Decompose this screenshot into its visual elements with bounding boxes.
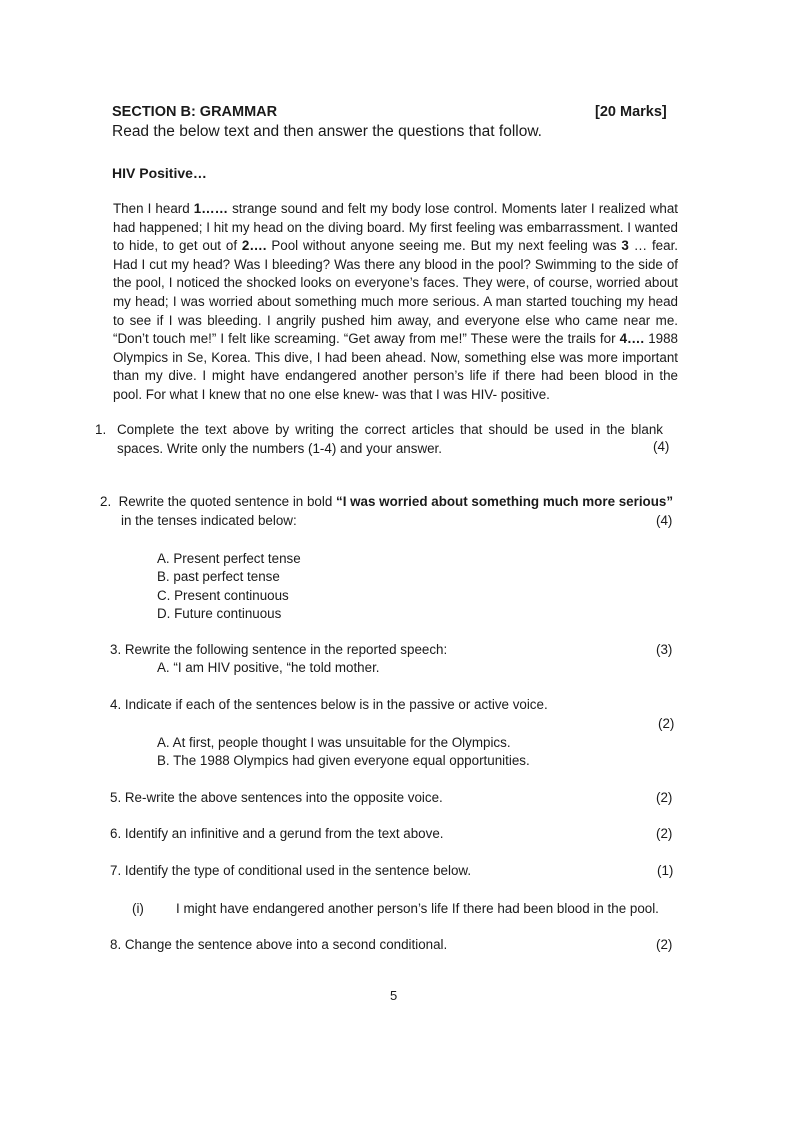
question-1-mark: (4): [653, 439, 670, 454]
passage-segment: strange sound and felt my body lose control. Moments later I realized what had happened; I hit my head on the diving board. My first feeling was embarrassment. I wanted to hide, to get out of: [113, 201, 678, 254]
section-marks: [20 Marks]: [595, 104, 667, 120]
question-2-mark: (4): [656, 513, 673, 528]
question-text: Complete the text above by writing the correct articles that should be used in the blank spaces. Write only the numbers (1-4) and your answer.: [117, 422, 663, 456]
question-4-mark: (2): [658, 716, 675, 731]
passage-segment: Pool without anyone seeing me. But my next feeling was: [266, 238, 622, 254]
passage-segment: 1988 Olympics in Se, Korea. This dive, I had been ahead. Now, something else was more important than my dive. I might have endangered another person’s life if there had been blood in the pool. For what I knew that no one else knew- was that I was HIV- positive.: [113, 331, 678, 402]
section-title: SECTION B: GRAMMAR: [112, 104, 278, 120]
question-6-mark: (2): [656, 826, 673, 841]
option-item: A. Present perfect tense: [157, 551, 301, 566]
question-5-mark: (2): [656, 790, 673, 805]
quoted-sentence: “I was worried about something much more serious”: [336, 494, 674, 509]
option-item: B. past perfect tense: [157, 569, 280, 585]
question-7-sub-label: (i): [132, 901, 144, 916]
page-number: 5: [390, 988, 398, 1003]
option-item: B. The 1988 Olympics had given everyone equal opportunities.: [157, 753, 530, 769]
blank-2: 2….: [241, 238, 267, 254]
blank-1: 1……: [193, 201, 229, 216]
passage-segment: Then I heard: [113, 201, 194, 216]
question-text: Rewrite the quoted sentence in bold: [118, 494, 336, 509]
question-8-mark: (2): [656, 937, 673, 952]
question-number: 2.: [100, 494, 112, 509]
question-7-mark: (1): [657, 863, 674, 878]
passage-title: HIV Positive…: [112, 165, 207, 181]
question-7-sub: I might have endangered another person’s life If there had been blood in the pool.: [176, 901, 659, 916]
question-7: 7. Identify the type of conditional used in the sentence below.: [110, 863, 472, 878]
question-number: 1.: [95, 422, 107, 437]
blank-3: 3: [621, 238, 629, 254]
section-instruction: Read the below text and then answer the questions that follow.: [112, 123, 542, 140]
question-4: 4. Indicate if each of the sentences below is in the passive or active voice.: [110, 697, 548, 712]
question-5: 5. Re-write the above sentences into the opposite voice.: [110, 790, 443, 805]
question-2-line1: [100, 494, 673, 509]
passage-segment: … fear. Had I cut my head? Was I bleeding? Was there any blood in the pool? Swimming to the side of the pool, I noticed the shocked looks on everyone’s faces. They were, of course, worried about my head; I was worried about something much more serious. A man started touching my head to see if I was bleeding. I angrily pushed him away, and everyone else who came near me. “Don’t touch me!” I felt like screaming. “Get away from me!” These were the trails for: [113, 238, 679, 347]
question-2-line2: in the tenses indicated below:: [121, 513, 297, 528]
question-2-options: [157, 550, 301, 623]
blank-4: 4….: [619, 331, 645, 347]
passage-text: [113, 200, 678, 405]
question-8: 8. Change the sentence above into a second conditional.: [110, 937, 448, 952]
question-3-mark: (3): [656, 642, 673, 657]
question-3: 3. Rewrite the following sentence in the reported speech:: [110, 642, 448, 657]
question-3-sub: A. “I am HIV positive, “he told mother.: [157, 660, 380, 675]
option-item: D. Future continuous: [157, 605, 282, 621]
option-item: C. Present continuous: [157, 587, 289, 603]
question-4-options: [157, 734, 530, 771]
option-item: A. At first, people thought I was unsuitable for the Olympics.: [157, 735, 511, 750]
question-6: 6. Identify an infinitive and a gerund from the text above.: [110, 826, 444, 841]
